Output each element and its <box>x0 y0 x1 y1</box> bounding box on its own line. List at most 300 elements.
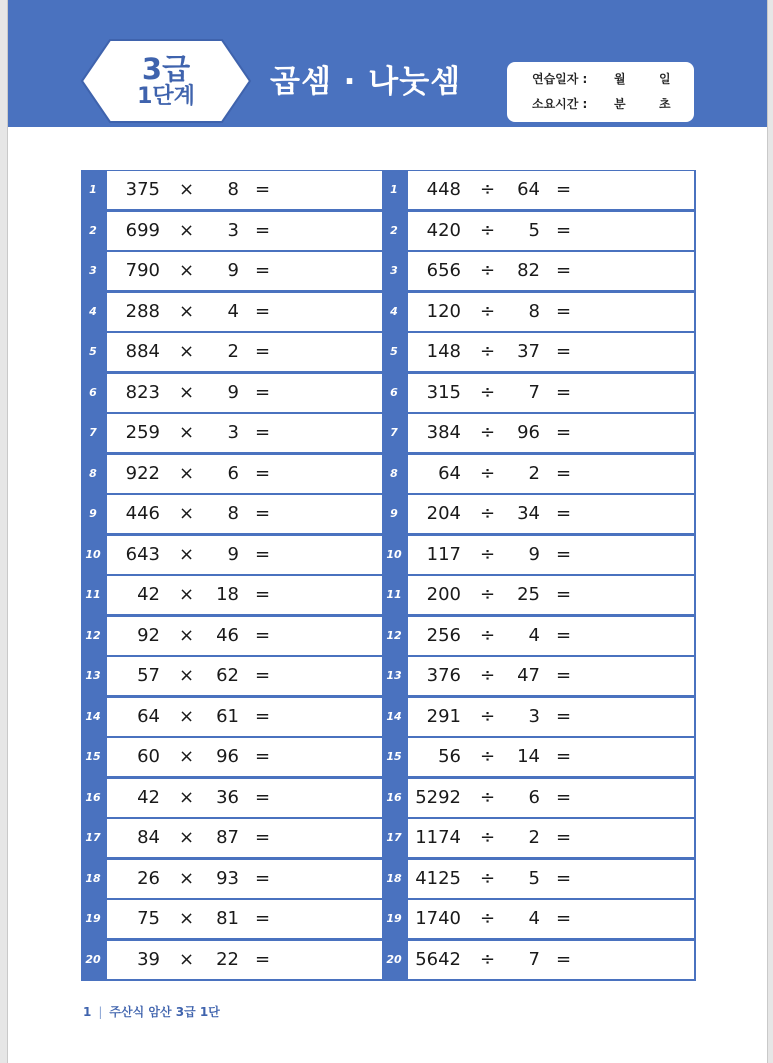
operand-b: 96 <box>216 746 239 767</box>
problem-cell[interactable] <box>408 414 694 452</box>
problem-number: 10 <box>386 547 402 561</box>
problem-number: 8 <box>89 466 97 480</box>
operator-sign: × <box>179 948 195 970</box>
operand-a: 288 <box>125 300 160 322</box>
problem-cell[interactable] <box>107 252 393 290</box>
operand-a: 56 <box>438 746 461 767</box>
problem-cell[interactable] <box>107 495 393 533</box>
multiplication-problem-row <box>81 413 395 452</box>
page-title: 곱셈 · 나눗셈 <box>270 64 462 100</box>
problem-cell[interactable] <box>408 252 694 290</box>
problem-number: 6 <box>89 385 97 399</box>
operator-sign: × <box>179 705 195 727</box>
operand-a: 884 <box>125 341 160 362</box>
operator-sign: ÷ <box>480 584 496 605</box>
operand-a: 64 <box>137 705 160 727</box>
operator-sign: × <box>179 665 195 686</box>
operand-a: 42 <box>137 786 160 808</box>
equals-sign: = <box>255 422 271 443</box>
footer-separator: | <box>98 1005 103 1019</box>
division-problem-row <box>382 616 696 655</box>
multiplication-problem-row <box>81 292 395 331</box>
problem-cell[interactable] <box>408 941 694 979</box>
multiplication-problem-row <box>81 656 395 695</box>
multiplication-problem-row <box>81 373 395 412</box>
problem-cell[interactable] <box>408 333 694 371</box>
problem-cell[interactable] <box>107 536 393 574</box>
operand-b: 9 <box>227 543 239 565</box>
problem-cell[interactable] <box>408 860 694 898</box>
level-grade: 3급 <box>141 52 191 87</box>
operand-b: 81 <box>216 908 239 929</box>
problem-number: 3 <box>390 264 398 277</box>
equals-sign: = <box>255 462 271 484</box>
problem-number: 7 <box>390 426 398 439</box>
operand-b: 3 <box>227 219 239 241</box>
operand-b: 37 <box>517 341 540 362</box>
problem-number: 15 <box>386 750 402 763</box>
operand-b: 82 <box>517 260 540 281</box>
operand-b: 36 <box>216 786 239 808</box>
equals-sign: = <box>255 948 271 970</box>
operand-a: 5292 <box>415 786 461 808</box>
multiplication-problem-row <box>81 818 395 857</box>
operand-b: 7 <box>528 381 540 403</box>
problem-number: 13 <box>386 669 402 682</box>
problem-cell[interactable] <box>107 900 393 938</box>
multiplication-problem-row <box>81 575 395 614</box>
multiplication-problem-row <box>81 616 395 655</box>
division-problem-row <box>382 251 696 290</box>
division-problem-row <box>382 778 696 817</box>
operand-a: 291 <box>426 705 461 727</box>
problem-number: 2 <box>89 223 97 237</box>
operator-sign: ÷ <box>480 219 496 241</box>
division-problem-row <box>382 535 696 574</box>
operand-b: 34 <box>517 503 540 524</box>
multiplication-problem-row <box>81 899 395 938</box>
equals-sign: = <box>556 624 572 646</box>
equals-sign: = <box>556 260 572 281</box>
problem-cell[interactable] <box>408 293 694 331</box>
multiplication-problem-row <box>81 170 395 209</box>
operand-b: 25 <box>517 584 540 605</box>
multiplication-problem-row <box>81 940 395 979</box>
equals-sign: = <box>556 422 572 443</box>
operand-a: 64 <box>438 462 461 484</box>
operand-b: 93 <box>216 867 239 889</box>
operand-b: 62 <box>216 665 239 686</box>
division-problem-row <box>382 940 696 979</box>
practice-date-row <box>507 70 694 90</box>
operand-a: 60 <box>137 746 160 767</box>
division-problem-row <box>382 211 696 250</box>
level-badge <box>80 38 252 124</box>
multiplication-problem-row <box>81 251 395 290</box>
problem-number: 17 <box>85 831 101 844</box>
problem-number: 12 <box>386 628 402 642</box>
level-step: 1단계 <box>137 83 195 109</box>
elapsed-time-label: 소요시간 : <box>532 97 588 111</box>
operator-sign: × <box>179 179 195 200</box>
operand-a: 200 <box>426 584 461 605</box>
operator-sign: ÷ <box>480 260 496 281</box>
problem-cell[interactable] <box>107 617 393 655</box>
problem-cell[interactable] <box>408 455 694 493</box>
multiplication-problem-row <box>81 697 395 736</box>
equals-sign: = <box>255 543 271 565</box>
operand-b: 2 <box>227 341 239 362</box>
problem-number: 8 <box>390 466 398 480</box>
problem-cell[interactable] <box>107 576 393 614</box>
problem-number: 14 <box>85 709 101 723</box>
equals-sign: = <box>255 746 271 767</box>
problem-number: 4 <box>89 304 97 318</box>
division-problem-row <box>382 454 696 493</box>
division-problem-row <box>382 373 696 412</box>
multiplication-problem-row <box>81 211 395 250</box>
operator-sign: × <box>179 867 195 889</box>
division-problem-row <box>382 899 696 938</box>
division-problem-row <box>382 818 696 857</box>
month-unit: 월 <box>614 72 626 86</box>
operand-b: 64 <box>517 179 540 200</box>
operand-b: 6 <box>227 462 239 484</box>
header-banner <box>8 0 767 127</box>
equals-sign: = <box>556 179 572 200</box>
equals-sign: = <box>556 705 572 727</box>
operand-b: 4 <box>528 624 540 646</box>
operand-b: 18 <box>216 584 239 605</box>
operand-b: 96 <box>517 422 540 443</box>
operand-a: 446 <box>125 503 160 524</box>
operator-sign: ÷ <box>480 786 496 808</box>
operand-a: 823 <box>125 381 160 403</box>
equals-sign: = <box>556 503 572 524</box>
operand-a: 148 <box>426 341 461 362</box>
problem-cell[interactable] <box>408 171 694 209</box>
operator-sign: ÷ <box>480 341 496 362</box>
division-problem-row <box>382 575 696 614</box>
operand-a: 1174 <box>415 827 461 848</box>
equals-sign: = <box>255 786 271 808</box>
operator-sign: × <box>179 300 195 322</box>
equals-sign: = <box>255 584 271 605</box>
operator-sign: × <box>179 786 195 808</box>
equals-sign: = <box>255 503 271 524</box>
multiplication-problem-row <box>81 778 395 817</box>
operand-a: 699 <box>125 219 160 241</box>
operator-sign: ÷ <box>480 422 496 443</box>
problem-cell[interactable] <box>408 819 694 857</box>
division-problem-row <box>382 656 696 695</box>
operand-a: 448 <box>426 179 461 200</box>
problem-cell[interactable] <box>408 698 694 736</box>
equals-sign: = <box>556 908 572 929</box>
operator-sign: ÷ <box>480 543 496 565</box>
operand-b: 7 <box>528 948 540 970</box>
second-unit: 초 <box>659 97 671 111</box>
operand-a: 315 <box>426 381 461 403</box>
equals-sign: = <box>255 867 271 889</box>
problem-cell[interactable] <box>408 657 694 695</box>
equals-sign: = <box>255 705 271 727</box>
operand-b: 8 <box>227 503 239 524</box>
equals-sign: = <box>255 827 271 848</box>
problem-number: 5 <box>390 345 398 358</box>
operand-a: 1740 <box>415 908 461 929</box>
operand-b: 6 <box>528 786 540 808</box>
division-problem-row <box>382 332 696 371</box>
operand-a: 92 <box>137 624 160 646</box>
problem-cell[interactable] <box>107 738 393 776</box>
operand-b: 8 <box>227 179 239 200</box>
multiplication-problem-row <box>81 737 395 776</box>
problem-number: 6 <box>390 385 398 399</box>
equals-sign: = <box>556 219 572 241</box>
operand-a: 922 <box>125 462 160 484</box>
operator-sign: ÷ <box>480 948 496 970</box>
operand-b: 87 <box>216 827 239 848</box>
operand-a: 256 <box>426 624 461 646</box>
problem-number: 19 <box>85 912 101 925</box>
day-unit: 일 <box>659 72 671 86</box>
problem-number: 10 <box>85 547 101 561</box>
practice-record-box <box>507 62 694 122</box>
operand-a: 75 <box>137 908 160 929</box>
division-problem-row <box>382 292 696 331</box>
problem-number: 2 <box>390 223 398 237</box>
operand-b: 4 <box>227 300 239 322</box>
equals-sign: = <box>556 300 572 322</box>
equals-sign: = <box>556 665 572 686</box>
equals-sign: = <box>255 300 271 322</box>
operator-sign: × <box>179 381 195 403</box>
operand-a: 643 <box>125 543 160 565</box>
problem-cell[interactable] <box>408 738 694 776</box>
operator-sign: ÷ <box>480 867 496 889</box>
operand-b: 9 <box>227 260 239 281</box>
operator-sign: ÷ <box>480 908 496 929</box>
division-problem-row <box>382 697 696 736</box>
problem-number: 20 <box>386 952 402 966</box>
problem-cell[interactable] <box>107 860 393 898</box>
equals-sign: = <box>556 381 572 403</box>
problem-cell[interactable] <box>408 900 694 938</box>
operand-a: 84 <box>137 827 160 848</box>
operator-sign: ÷ <box>480 300 496 322</box>
problem-number: 19 <box>386 912 402 925</box>
operator-sign: × <box>179 219 195 241</box>
operand-a: 42 <box>137 584 160 605</box>
operator-sign: × <box>179 503 195 524</box>
division-problem-row <box>382 170 696 209</box>
operand-a: 120 <box>426 300 461 322</box>
operand-b: 47 <box>517 665 540 686</box>
problem-cell[interactable] <box>107 657 393 695</box>
operator-sign: ÷ <box>480 624 496 646</box>
multiplication-column <box>81 170 395 981</box>
problem-cell[interactable] <box>107 414 393 452</box>
problem-number: 9 <box>390 507 398 520</box>
problem-cell[interactable] <box>408 212 694 250</box>
problem-number: 15 <box>85 750 101 763</box>
operator-sign: ÷ <box>480 746 496 767</box>
equals-sign: = <box>556 867 572 889</box>
problem-number: 18 <box>386 871 402 885</box>
problem-number: 11 <box>85 588 101 601</box>
multiplication-problem-row <box>81 535 395 574</box>
problem-number: 18 <box>85 871 101 885</box>
problem-cell[interactable] <box>107 171 393 209</box>
equals-sign: = <box>255 341 271 362</box>
problem-number: 9 <box>89 507 97 520</box>
operand-b: 2 <box>528 827 540 848</box>
operand-a: 384 <box>426 422 461 443</box>
operator-sign: × <box>179 543 195 565</box>
multiplication-problem-row <box>81 332 395 371</box>
problem-cell[interactable] <box>408 374 694 412</box>
problem-number: 1 <box>390 183 398 196</box>
equals-sign: = <box>255 219 271 241</box>
operand-b: 5 <box>528 219 540 241</box>
page-number: 1 <box>83 1005 92 1019</box>
equals-sign: = <box>556 827 572 848</box>
operand-b: 46 <box>216 624 239 646</box>
problem-cell[interactable] <box>408 576 694 614</box>
operator-sign: × <box>179 422 195 443</box>
operand-a: 420 <box>426 219 461 241</box>
equals-sign: = <box>556 543 572 565</box>
problem-number: 13 <box>85 669 101 682</box>
problem-number: 16 <box>386 790 402 804</box>
operator-sign: × <box>179 260 195 281</box>
problem-cell[interactable] <box>107 374 393 412</box>
operand-a: 790 <box>125 260 160 281</box>
operand-b: 9 <box>528 543 540 565</box>
operand-b: 5 <box>528 867 540 889</box>
problem-cell[interactable] <box>107 333 393 371</box>
problem-number: 1 <box>89 183 97 196</box>
operand-a: 656 <box>426 260 461 281</box>
equals-sign: = <box>255 665 271 686</box>
problem-number: 7 <box>89 426 97 439</box>
problem-number: 14 <box>386 709 402 723</box>
problem-number: 20 <box>85 952 101 966</box>
problem-number: 4 <box>390 304 398 318</box>
operand-a: 39 <box>137 948 160 970</box>
operand-a: 4125 <box>415 867 461 889</box>
problem-number: 3 <box>89 264 97 277</box>
operator-sign: × <box>179 746 195 767</box>
operator-sign: ÷ <box>480 503 496 524</box>
operand-a: 376 <box>426 665 461 686</box>
equals-sign: = <box>556 462 572 484</box>
footer-book-title: 주산식 암산 3급 1단 <box>109 1005 220 1019</box>
operator-sign: × <box>179 827 195 848</box>
minute-unit: 분 <box>614 97 626 111</box>
problem-cell[interactable] <box>107 455 393 493</box>
operand-a: 117 <box>426 543 461 565</box>
operator-sign: ÷ <box>480 665 496 686</box>
operand-a: 5642 <box>415 948 461 970</box>
problem-number: 11 <box>386 588 402 601</box>
operand-b: 61 <box>216 705 239 727</box>
elapsed-time-row <box>507 95 694 115</box>
division-problem-row <box>382 859 696 898</box>
operator-sign: × <box>179 462 195 484</box>
operand-b: 22 <box>216 948 239 970</box>
operator-sign: ÷ <box>480 705 496 727</box>
operator-sign: × <box>179 584 195 605</box>
operator-sign: ÷ <box>480 827 496 848</box>
equals-sign: = <box>556 341 572 362</box>
operand-a: 259 <box>125 422 160 443</box>
problem-cell[interactable] <box>408 495 694 533</box>
division-column <box>382 170 696 981</box>
operand-b: 9 <box>227 381 239 403</box>
operand-a: 57 <box>137 665 160 686</box>
equals-sign: = <box>556 584 572 605</box>
operand-b: 3 <box>528 705 540 727</box>
operand-b: 2 <box>528 462 540 484</box>
division-problem-row <box>382 413 696 452</box>
operand-a: 204 <box>426 503 461 524</box>
division-problem-row <box>382 737 696 776</box>
page-footer <box>83 1003 220 1020</box>
operator-sign: × <box>179 908 195 929</box>
operator-sign: × <box>179 624 195 646</box>
problem-number: 17 <box>386 831 402 844</box>
operator-sign: ÷ <box>480 381 496 403</box>
equals-sign: = <box>556 786 572 808</box>
operand-b: 3 <box>227 422 239 443</box>
operand-a: 26 <box>137 867 160 889</box>
equals-sign: = <box>556 746 572 767</box>
problem-number: 5 <box>89 345 97 358</box>
multiplication-problem-row <box>81 494 395 533</box>
equals-sign: = <box>255 260 271 281</box>
operand-b: 4 <box>528 908 540 929</box>
division-problem-row <box>382 494 696 533</box>
problem-cell[interactable] <box>408 779 694 817</box>
multiplication-problem-row <box>81 454 395 493</box>
operator-sign: × <box>179 341 195 362</box>
problem-cell[interactable] <box>408 536 694 574</box>
practice-date-label: 연습일자 : <box>532 72 588 86</box>
operand-b: 14 <box>517 746 540 767</box>
problem-number: 12 <box>85 628 101 642</box>
problem-cell[interactable] <box>107 779 393 817</box>
problem-cell[interactable] <box>107 819 393 857</box>
equals-sign: = <box>255 908 271 929</box>
problem-cell[interactable] <box>107 698 393 736</box>
problem-cell[interactable] <box>107 941 393 979</box>
worksheet-page <box>7 0 768 1063</box>
operand-b: 8 <box>528 300 540 322</box>
problem-cell[interactable] <box>107 293 393 331</box>
problem-cell[interactable] <box>107 212 393 250</box>
problem-number: 16 <box>85 790 101 804</box>
equals-sign: = <box>255 179 271 200</box>
problem-cell[interactable] <box>408 617 694 655</box>
equals-sign: = <box>255 624 271 646</box>
multiplication-problem-row <box>81 859 395 898</box>
operand-a: 375 <box>125 179 160 200</box>
equals-sign: = <box>255 381 271 403</box>
operator-sign: ÷ <box>480 462 496 484</box>
equals-sign: = <box>556 948 572 970</box>
